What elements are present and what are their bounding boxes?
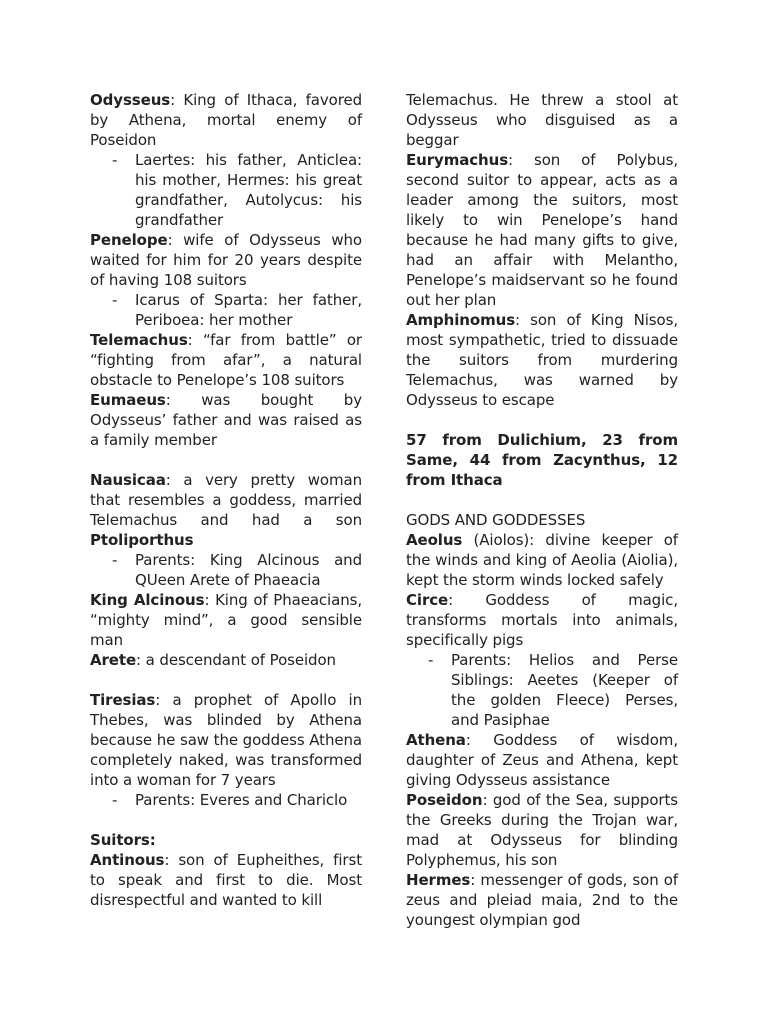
entry-telemachus: Telemachus: “far from battle” or “fighting from afar”, a natural obstacle to Penelope’s 108 suitors: [90, 331, 362, 389]
odysseus-family-item: - Laertes: his father, Anticlea: his mother, Hermes: his great grandfather, Autolycus: his grandfather: [112, 151, 362, 229]
tiresias-family-item: - Parents: Everes and Chariclo: [112, 791, 348, 809]
spacer: [90, 450, 362, 470]
suitors-heading: Suitors:: [90, 831, 156, 849]
term-athena: Athena: [406, 731, 466, 749]
entry-hermes: Hermes: messenger of gods, son of zeus and pleiad maia, 2nd to the youngest olympian god: [406, 871, 678, 929]
term-tiresias: Tiresias: [90, 691, 156, 709]
nausicaa-family-item: - Parents: King Alcinous and QUeen Arete of Phaeacia: [112, 551, 362, 589]
circe-family-item: - Parents: Helios and Perse Siblings: Aeetes (Keeper of the golden Fleece) Perses, and Pasiphae: [428, 651, 678, 729]
term-eurymachus: Eurymachus: [406, 151, 509, 169]
term-circe: Circe: [406, 591, 449, 609]
spacer: [90, 810, 362, 830]
gods-heading: GODS AND GODDESSES: [406, 511, 586, 529]
term-alcinous: King Alcinous: [90, 591, 205, 609]
term-amphinomus: Amphinomus: [406, 311, 516, 329]
entry-tiresias: Tiresias: a prophet of Apollo in Thebes, was blinded by Athena because he saw the goddess Athena completely naked, was transformed into a woman for 7 years: [90, 691, 362, 789]
term-hermes: Hermes: [406, 871, 471, 889]
list-dash: -: [112, 291, 118, 309]
entry-arete: Arete: a descendant of Poseidon: [90, 651, 336, 669]
entry-penelope: Penelope: wife of Odysseus who waited for him for 20 years despite of having 108 suitors: [90, 231, 362, 289]
term-ptoliporthus: Ptoliporthus: [90, 531, 194, 549]
term-penelope: Penelope: [90, 231, 168, 249]
term-antinous: Antinous: [90, 851, 165, 869]
spacer: [90, 670, 362, 690]
list-dash: -: [112, 791, 118, 809]
entry-nausicaa: Nausicaa: a very pretty woman that resembles a goddess, married Telemachus and had a son Ptoliporthus: [90, 471, 362, 549]
term-arete: Arete: [90, 651, 137, 669]
term-poseidon: Poseidon: [406, 791, 483, 809]
list-dash: -: [428, 651, 434, 669]
term-telemachus: Telemachus: [90, 331, 188, 349]
entry-eumaeus: Eumaeus: was bought by Odysseus’ father and was raised as a family member: [90, 391, 362, 449]
entry-odysseus: Odysseus: King of Ithaca, favored by Athena, mortal enemy of Poseidon: [90, 91, 362, 149]
spacer: [406, 490, 678, 510]
entry-poseidon: Poseidon: god of the Sea, supports the Greeks during the Trojan war, mad at Odysseus for blinding Polyphemus, his son: [406, 791, 678, 869]
entry-antinous-continued: Telemachus. He threw a stool at Odysseus who disguised as a beggar: [406, 91, 678, 149]
entry-circe: Circe: Goddess of magic, transforms mortals into animals, specifically pigs: [406, 591, 678, 649]
list-dash: -: [112, 151, 118, 169]
left-column: [90, 90, 362, 910]
term-eumaeus: Eumaeus: [90, 391, 166, 409]
list-dash: -: [112, 551, 118, 569]
term-aeolus: Aeolus: [406, 531, 463, 549]
entry-amphinomus: Amphinomus: son of King Nisos, most sympathetic, tried to dissuade the suitors from murdering Telemachus, was warned by Odysseus to escape: [406, 311, 678, 409]
entry-eurymachus: Eurymachus: son of Polybus, second suitor to appear, acts as a leader among the suitors, most likely to win Penelope’s hand because he had many gifts to give, had an affair with Melantho, Penelope’s maidservant so he found out her plan: [406, 151, 678, 309]
entry-aeolus: Aeolus (Aiolos): divine keeper of the winds and king of Aeolia (Aiolia), kept the storm winds locked safely: [406, 531, 678, 589]
term-nausicaa: Nausicaa: [90, 471, 166, 489]
penelope-family-item: - Icarus of Sparta: her father, Periboea: her mother: [112, 291, 362, 329]
entry-antinous: Antinous: son of Eupheithes, first to speak and first to die. Most disrespectful and wanted to kill: [90, 851, 362, 909]
spacer: [406, 410, 678, 430]
suitor-counts: 57 from Dulichium, 23 from Same, 44 from Zacynthus, 12 from Ithaca: [406, 431, 678, 489]
term-odysseus: Odysseus: [90, 91, 171, 109]
entry-alcinous: King Alcinous: King of Phaeacians, “mighty mind”, a good sensible man: [90, 591, 363, 649]
right-column: [406, 90, 678, 930]
entry-athena: Athena: Goddess of wisdom, daughter of Zeus and Athena, kept giving Odysseus assistance: [406, 731, 678, 789]
